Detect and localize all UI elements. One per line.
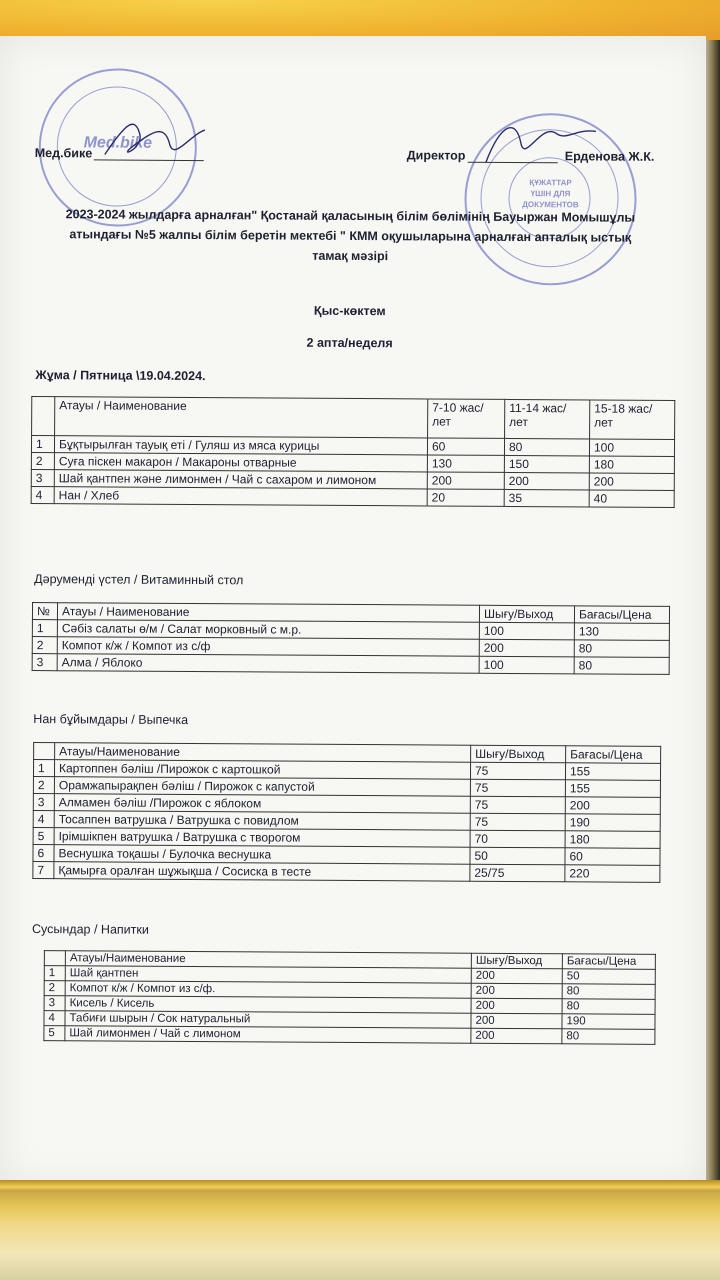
item-price: 130	[574, 623, 669, 641]
header-cell: Бағасы/Цена	[574, 606, 669, 624]
row-number: 2	[44, 981, 65, 996]
title-line-1: 2023-2024 жылдарға арналған" Қостанай қаласының білім бөлімінің Бауыржан Момышұлы	[65, 207, 636, 225]
director-signature-line	[467, 162, 557, 164]
dish-name: Суға піскен макарон / Макароны отварные	[54, 453, 427, 472]
dish-name: Бұқтырылған тауық еті / Гуляш из мяса курицы	[54, 436, 427, 455]
header-cell: Атауы / Наименование	[57, 603, 479, 623]
row-number: 3	[31, 470, 54, 487]
portion-15-18: 100	[589, 439, 674, 457]
drinks-table	[43, 950, 656, 1045]
drinks-title: Сусындар / Напитки	[32, 922, 149, 937]
row-number: 7	[33, 862, 54, 879]
frame-bottom	[0, 1190, 720, 1280]
item-output: 75	[470, 779, 565, 797]
item-name: Алмамен бәліш /Пирожок с яблоком	[54, 794, 470, 814]
vitamin-title: Дәруменді үстел / Витаминный стол	[34, 572, 244, 588]
director-name: Ерденова Ж.К.	[564, 149, 655, 164]
item-name: Картоппен бәліш /Пирожок с картошкой	[54, 760, 470, 780]
item-name: Шай лимонмен / Чай с лимоном	[65, 1026, 471, 1043]
header-cell: Атауы/Наименование	[55, 743, 471, 763]
row-number: 5	[33, 828, 54, 845]
item-output: 200	[471, 1028, 562, 1044]
header-cell: Бағасы/Цена	[562, 954, 655, 970]
item-price: 180	[565, 831, 660, 849]
item-output: 200	[471, 983, 562, 999]
portion-15-18: 200	[589, 473, 674, 491]
row-number: 4	[44, 1011, 65, 1026]
row-number: 3	[32, 654, 57, 671]
item-name: Кисель / Кисель	[65, 996, 471, 1013]
header-cell: 7-10 жас/ лет	[428, 399, 505, 438]
item-price: 155	[565, 763, 660, 781]
item-price: 80	[562, 984, 655, 1000]
row-number: 6	[33, 845, 54, 862]
table-row	[32, 654, 669, 675]
row-number: 2	[31, 453, 54, 470]
stamp-right-text: ҚҰЖАТТАР ҮШІН ДЛЯ ДОКУМЕНТОВ	[522, 178, 579, 210]
item-output: 75	[470, 762, 565, 780]
item-price: 220	[565, 865, 660, 883]
director-label: Директор	[406, 148, 466, 163]
portion-11-14: 35	[504, 489, 589, 507]
header-cell: Бағасы/Цена	[566, 746, 661, 764]
portion-11-14: 80	[504, 438, 589, 456]
portion-15-18: 40	[589, 490, 674, 508]
row-number: 4	[33, 811, 54, 828]
header-cell: 11-14 жас/ лет	[505, 399, 590, 439]
portion-11-14: 150	[504, 455, 589, 473]
med-label: Мед.бике	[34, 146, 93, 161]
row-number: 1	[32, 620, 57, 637]
item-name: Орамжапырақпен бәліш / Пирожок с капустой	[54, 777, 470, 797]
day-title: Жұма / Пятница \19.04.2024.	[35, 368, 206, 384]
portion-7-10: 60	[427, 438, 504, 455]
row-number: 3	[33, 794, 54, 811]
vitamin-table	[32, 602, 670, 675]
header-cell	[32, 397, 55, 436]
item-name: Компот к/ж / Компот из с/ф.	[65, 981, 471, 998]
stamp-left-text: Med.bike	[83, 134, 153, 152]
header-cell: Атауы/Наименование	[65, 951, 471, 968]
item-output: 100	[479, 622, 574, 640]
med-signature-line	[94, 159, 204, 161]
portion-7-10: 130	[427, 455, 504, 472]
item-name: Тосаппен ватрушка / Ватрушка с повидлом	[54, 811, 470, 831]
item-price: 80	[562, 999, 655, 1015]
item-price: 200	[565, 797, 660, 815]
item-name: Шай қантпен	[65, 966, 471, 983]
item-output: 200	[471, 1013, 562, 1029]
table-row	[44, 1026, 655, 1045]
item-name: Веснушка тоқашы / Булочка веснушка	[54, 845, 470, 865]
item-name: Компот к/ж / Компот из с/ф	[57, 637, 479, 657]
item-name: Ірімшікпен ватрушка / Ватрушка с творогом	[54, 828, 470, 848]
item-output: 100	[479, 656, 574, 674]
item-output: 200	[471, 968, 562, 984]
header-cell	[34, 743, 55, 760]
item-name: Қамырға оралған шұжықша / Сосиска в тесте	[54, 862, 470, 882]
table-row	[31, 487, 674, 508]
portion-15-18: 180	[589, 456, 674, 474]
title-line-3: тамақ мәзірі	[312, 248, 389, 264]
item-name: Алма / Яблоко	[57, 654, 479, 674]
item-name: Табиғи шырын / Сок натуральный	[65, 1011, 471, 1028]
portion-11-14: 200	[504, 472, 589, 490]
item-output: 70	[470, 830, 565, 848]
title-line-2: атындағы №5 жалпы білім беретін мектебі " КММ оқушыларына арналған апталық ыстық	[69, 227, 632, 245]
week-title: 2 апта/неделя	[306, 335, 393, 351]
item-price: 155	[565, 780, 660, 798]
document-title	[30, 204, 670, 268]
item-price: 190	[565, 814, 660, 832]
menu-paper	[0, 36, 706, 1186]
item-output: 75	[470, 813, 565, 831]
row-number: 2	[33, 777, 54, 794]
bakery-table	[32, 742, 661, 883]
main-menu-table	[31, 396, 676, 508]
dish-name: Нан / Хлеб	[54, 487, 427, 506]
item-price: 60	[565, 848, 660, 866]
portion-7-10: 200	[427, 472, 504, 489]
row-number: 3	[44, 996, 65, 1011]
item-output: 200	[479, 639, 574, 657]
row-number: 1	[33, 760, 54, 777]
header-cell	[44, 951, 65, 966]
item-price: 50	[562, 969, 655, 985]
header-cell: Шығу/Выход	[471, 953, 562, 969]
item-output: 75	[470, 796, 565, 814]
header-cell: Атауы / Наименование	[55, 397, 428, 438]
item-price: 80	[562, 1029, 655, 1045]
menu-document	[0, 34, 710, 1188]
signature-row	[35, 146, 675, 180]
item-output: 50	[470, 847, 565, 865]
row-number: 1	[31, 436, 54, 453]
item-price: 190	[562, 1014, 655, 1030]
table-row	[33, 862, 660, 883]
season-title: Қыс-көктем	[313, 303, 386, 319]
item-price: 80	[574, 657, 669, 675]
item-output: 25/75	[470, 864, 565, 882]
dish-name: Шай қантпен және лимонмен / Чай с сахаром и лимоном	[54, 470, 427, 489]
item-price: 80	[574, 640, 669, 658]
item-output: 200	[471, 998, 562, 1014]
portion-7-10: 20	[427, 489, 504, 506]
row-number: 4	[31, 487, 54, 504]
header-cell: 15-18 жас/ лет	[590, 400, 675, 440]
row-number: 2	[32, 637, 57, 654]
header-cell: Шығу/Выход	[471, 745, 566, 763]
row-number: 1	[44, 966, 65, 981]
item-name: Сәбіз салаты ө/м / Салат морковный с м.р.	[57, 620, 479, 640]
row-number: 5	[44, 1026, 65, 1041]
bakery-title: Нан бұйымдары / Выпечка	[33, 712, 189, 727]
header-cell: Шығу/Выход	[479, 605, 574, 623]
header-cell: №	[32, 603, 57, 620]
table-header-row	[32, 397, 675, 440]
